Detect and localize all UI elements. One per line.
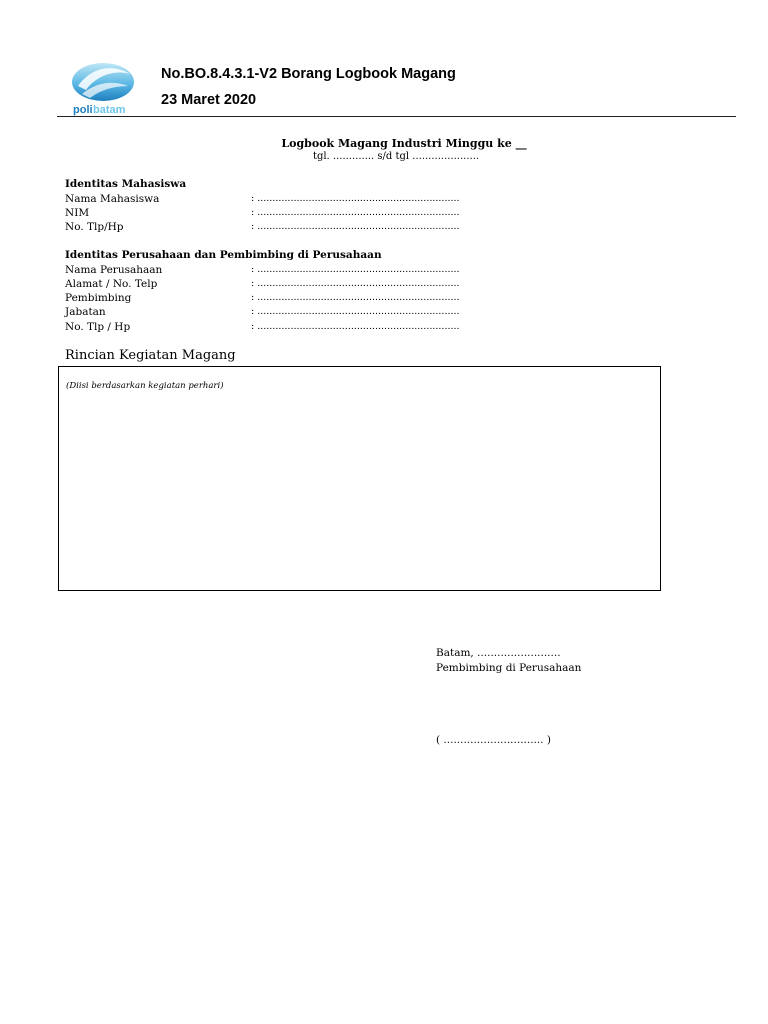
document-date: 23 Maret 2020	[161, 92, 257, 108]
section-heading: Identitas Mahasiswa	[65, 178, 187, 190]
field-label: Pembimbing	[65, 292, 132, 305]
field-label: Nama Mahasiswa	[65, 192, 160, 205]
field-value: : ...................................................................	[251, 277, 460, 289]
field-label: Jabatan	[65, 306, 106, 319]
student-identity-section	[65, 177, 460, 234]
field-row	[65, 305, 460, 319]
field-label: Nama Perusahaan	[65, 263, 163, 276]
svg-text:poli: poli	[73, 104, 93, 116]
field-row	[65, 277, 460, 291]
activities-hint: (Diisi berdasarkan kegiatan perhari)	[66, 381, 224, 391]
field-value: : ...................................................................	[251, 221, 460, 233]
field-row	[65, 291, 460, 305]
field-value: : ...................................................................	[251, 263, 460, 275]
activities-box	[58, 366, 661, 591]
field-row	[65, 320, 460, 334]
field-value: : ...................................................................	[251, 206, 460, 218]
company-identity-section	[65, 248, 460, 334]
field-row	[65, 263, 460, 277]
section-heading: Identitas Perusahaan dan Pembimbing di Perusahaan	[65, 249, 382, 261]
document-code: No.BO.8.4.3.1-V2 Borang Logbook Magang	[161, 66, 456, 82]
header-divider	[57, 116, 736, 117]
field-row	[65, 192, 460, 206]
field-value: : ...................................................................	[251, 292, 460, 304]
field-value: : ...................................................................	[251, 306, 460, 318]
signature-place-date: Batam, .........................	[436, 647, 561, 659]
field-label: No. Tlp/Hp	[65, 221, 124, 234]
signature-name-line: ( .............................. )	[436, 734, 551, 746]
date-range-line: tgl. ............. s/d tgl .....................	[312, 151, 480, 162]
field-row	[65, 206, 460, 220]
field-label: No. Tlp / Hp	[65, 320, 131, 333]
form-title: Logbook Magang Industri Minggu ke __	[281, 137, 527, 150]
field-label: Alamat / No. Telp	[65, 277, 158, 290]
field-value: : ...................................................................	[251, 320, 460, 332]
svg-text:batam: batam	[93, 104, 126, 116]
field-label: NIM	[65, 206, 90, 219]
polibatam-logo-icon	[70, 60, 136, 118]
activities-title: Rincian Kegiatan Magang	[65, 348, 236, 363]
field-row	[65, 220, 460, 234]
polibatam-logo	[70, 60, 136, 118]
field-value: : ...................................................................	[251, 192, 460, 204]
signature-role: Pembimbing di Perusahaan	[436, 662, 582, 674]
